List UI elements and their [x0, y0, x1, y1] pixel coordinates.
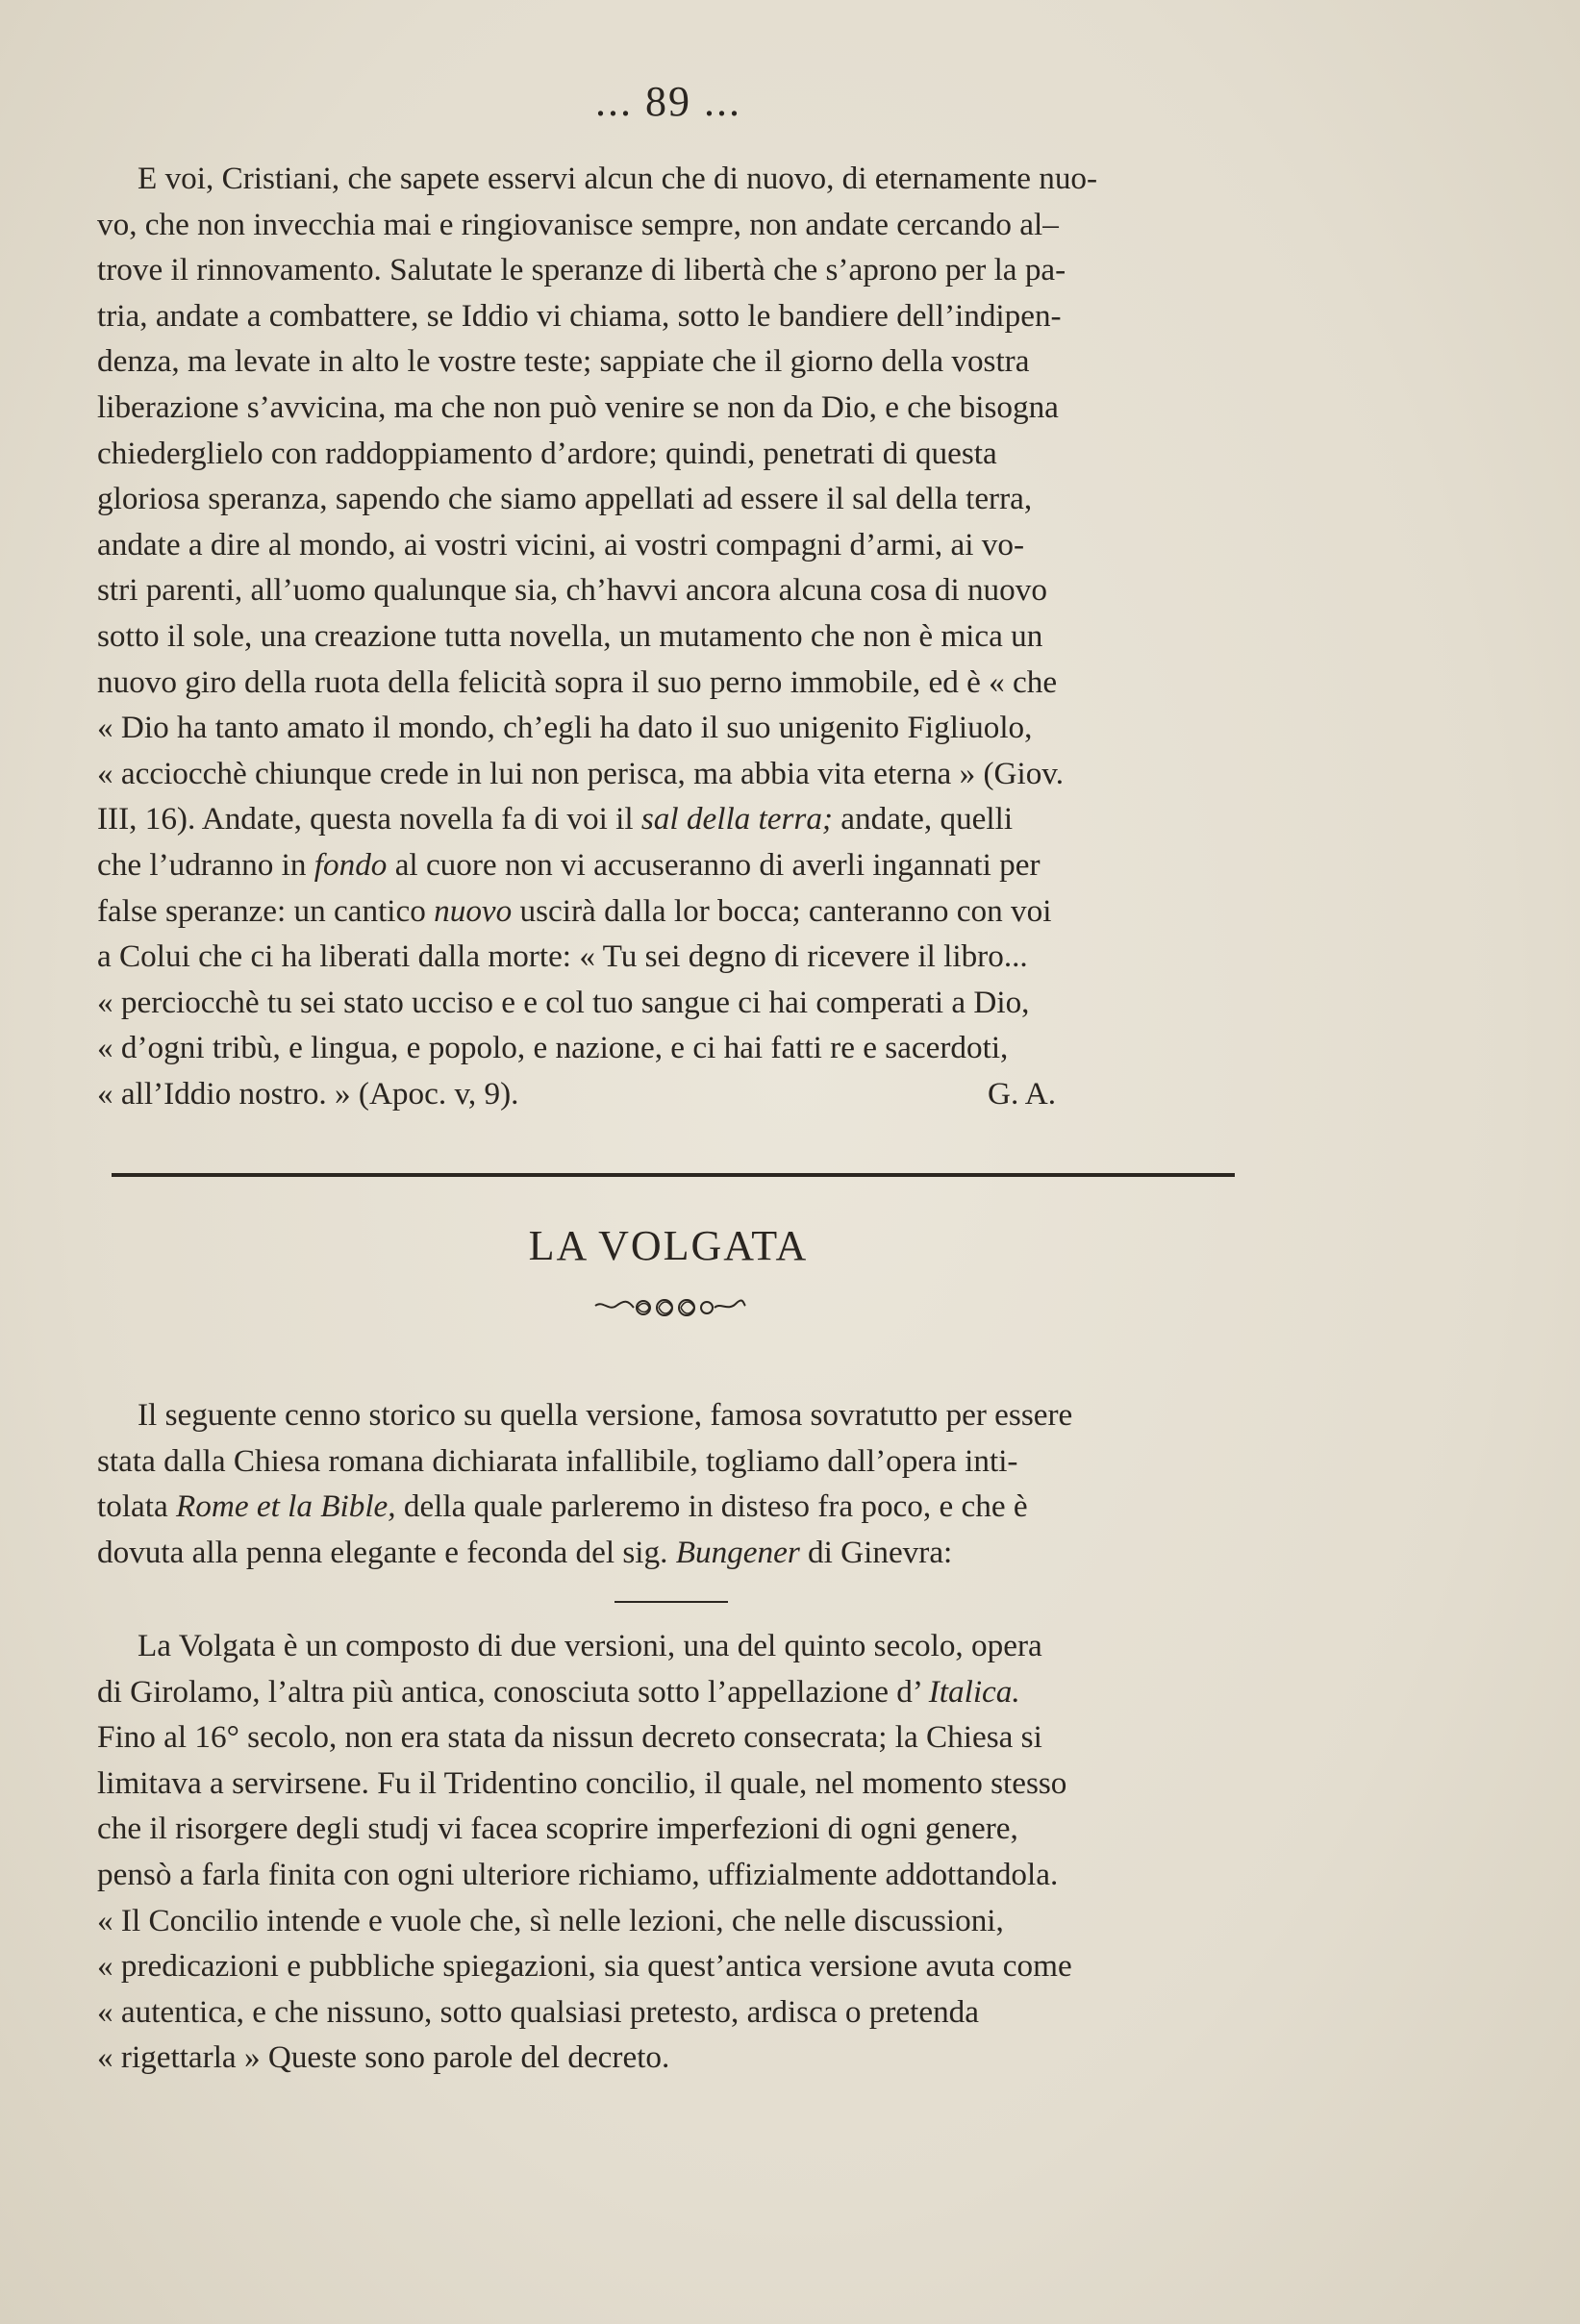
text-line: pensò a farla finita con ogni ulteriore richiamo, uffizialmente addottandola.: [97, 1856, 1059, 1892]
text-line: andate a dire al mondo, ai vostri vicini, ai vostri compagni d’armi, ai vo-: [97, 526, 1025, 562]
intro-paragraph: [97, 1392, 1241, 1575]
section-title: LA VOLGATA: [528, 1222, 809, 1269]
text-line: gloriosa speranza, sapendo che siamo appellati ad essere il sal della terra,: [97, 481, 1033, 517]
text-line: nuovo giro della ruota della felicità sopra il suo perno immobile, ed è « che: [97, 663, 1058, 700]
text-line: « predicazioni e pubbliche spiegazioni, sia quest’antica versione avuta come: [97, 1948, 1072, 1985]
text-segment: che l’udranno in: [97, 846, 314, 883]
text-line: [97, 1484, 1241, 1530]
text-line: « autentica, e che nissuno, sotto qualsiasi pretesto, ardisca o pretenda: [97, 1993, 979, 2030]
text-segment: al cuore non vi accuseranno di averli ingannati per: [387, 846, 1041, 883]
text-segment: di Girolamo, l’altra più antica, conosciuta sotto l’appellazione d’: [97, 1673, 929, 1710]
text-segment: andate, quelli: [832, 801, 1014, 837]
text-line: chiederglielo con raddoppiamento d’ardore; quindi, penetrati di questa: [97, 435, 997, 471]
text-segment: della quale parleremo in disteso fra poco, e che è: [395, 1488, 1028, 1525]
text-line: tria, andate a combattere, se Iddio vi chiama, sotto le bandiere dell’indipen-: [97, 297, 1062, 334]
text-line: stri parenti, all’uomo qualunque sia, ch’havvi ancora alcuna cosa di nuovo: [97, 572, 1047, 609]
text-line: « acciocchè chiunque crede in lui non perisca, ma abbia vita eterna » (Giov.: [97, 755, 1065, 791]
text-line: liberazione s’avvicina, ma che non può venire se non da Dio, e che bisogna: [97, 388, 1059, 425]
italic-text: Rome et la Bible,: [176, 1488, 396, 1525]
text-line: trove il rinnovamento. Salutate le speranze di libertà che s’aprono per la pa-: [97, 252, 1066, 288]
text-line: [97, 796, 1241, 842]
text-line: « rigettarla » Queste sono parole del decreto.: [97, 2039, 670, 2076]
text-line: [97, 1530, 1241, 1576]
text-line: [97, 842, 1241, 888]
text-segment: di Ginevra:: [799, 1534, 953, 1570]
text-line: a Colui che ci ha liberati dalla morte: « Tu sei degno di ricevere il libro...: [97, 938, 1028, 975]
text-line: « Dio ha tanto amato il mondo, ch’egli ha dato il suo unigenito Figliuolo,: [97, 710, 1033, 746]
text-segment: false speranze: un cantico: [97, 892, 435, 929]
page-number: ... 89 ...: [595, 78, 741, 125]
text-segment: dovuta alla penna elegante e feconda del sig.: [97, 1534, 676, 1570]
italic-text: sal della terra;: [640, 801, 833, 837]
text-line: « perciocchè tu sei stato ucciso e e col tuo sangue ci hai comperati a Dio,: [97, 984, 1030, 1020]
italic-text: Italica.: [928, 1673, 1020, 1710]
text-line: denza, ma levate in alto le vostre teste; sappiate che il giorno della vostra: [97, 343, 1030, 380]
text-segment: III, 16). Andate, questa novella fa di voi il: [97, 801, 641, 837]
italic-text: fondo: [313, 846, 388, 883]
text-line: che il risorgere degli studj vi facea scoprire imperfezioni di ogni genere,: [97, 1811, 1018, 1847]
text-line: vo, che non invecchia mai e ringiovanisce sempre, non andate cercando al–: [97, 206, 1059, 242]
text-line: Il seguente cenno storico su quella versione, famosa sovratutto per essere: [138, 1397, 1073, 1433]
text-segment: uscirà dalla lor bocca; canteranno con voi: [512, 892, 1052, 929]
text-line: sotto il sole, una creazione tutta novella, un mutamento che non è mica un: [97, 617, 1043, 654]
short-divider: [614, 1601, 728, 1603]
text-line: stata dalla Chiesa romana dichiarata infallibile, togliamo dall’opera inti-: [97, 1442, 1018, 1479]
text-segment: « all’Iddio nostro. » (Apoc. v, 9).: [97, 1075, 519, 1112]
text-line: [97, 888, 1241, 935]
text-line: Fino al 16° secolo, non era stata da nissun decreto consecrata; la Chiesa si: [97, 1719, 1042, 1756]
italic-text: nuovo: [434, 892, 513, 929]
text-line: E voi, Cristiani, che sapete esservi alcun che di nuovo, di eternamente nuo-: [138, 161, 1098, 196]
first-paragraph: [97, 156, 1241, 1116]
text-line: « Il Concilio intende e vuole che, sì nelle lezioni, che nelle discussioni,: [97, 1902, 1004, 1938]
italic-text: Bungener: [675, 1534, 800, 1570]
scroll-ornament-icon: [593, 1296, 747, 1319]
signature: G. A.: [988, 1075, 1056, 1112]
text-line: « d’ogni tribù, e lingua, e popolo, e nazione, e ci hai fatti re e sacerdoti,: [97, 1030, 1009, 1066]
section-divider: [112, 1173, 1235, 1177]
volgata-paragraph: [97, 1623, 1241, 2081]
text-line: La Volgata è un composto di due versioni, una del quinto secolo, opera: [138, 1628, 1042, 1663]
text-line: [97, 1669, 1241, 1715]
text-segment: tolata: [97, 1488, 177, 1525]
text-line: limitava a servirsene. Fu il Tridentino concilio, il quale, nel momento stesso: [97, 1764, 1067, 1801]
text-line: [97, 1071, 1241, 1117]
